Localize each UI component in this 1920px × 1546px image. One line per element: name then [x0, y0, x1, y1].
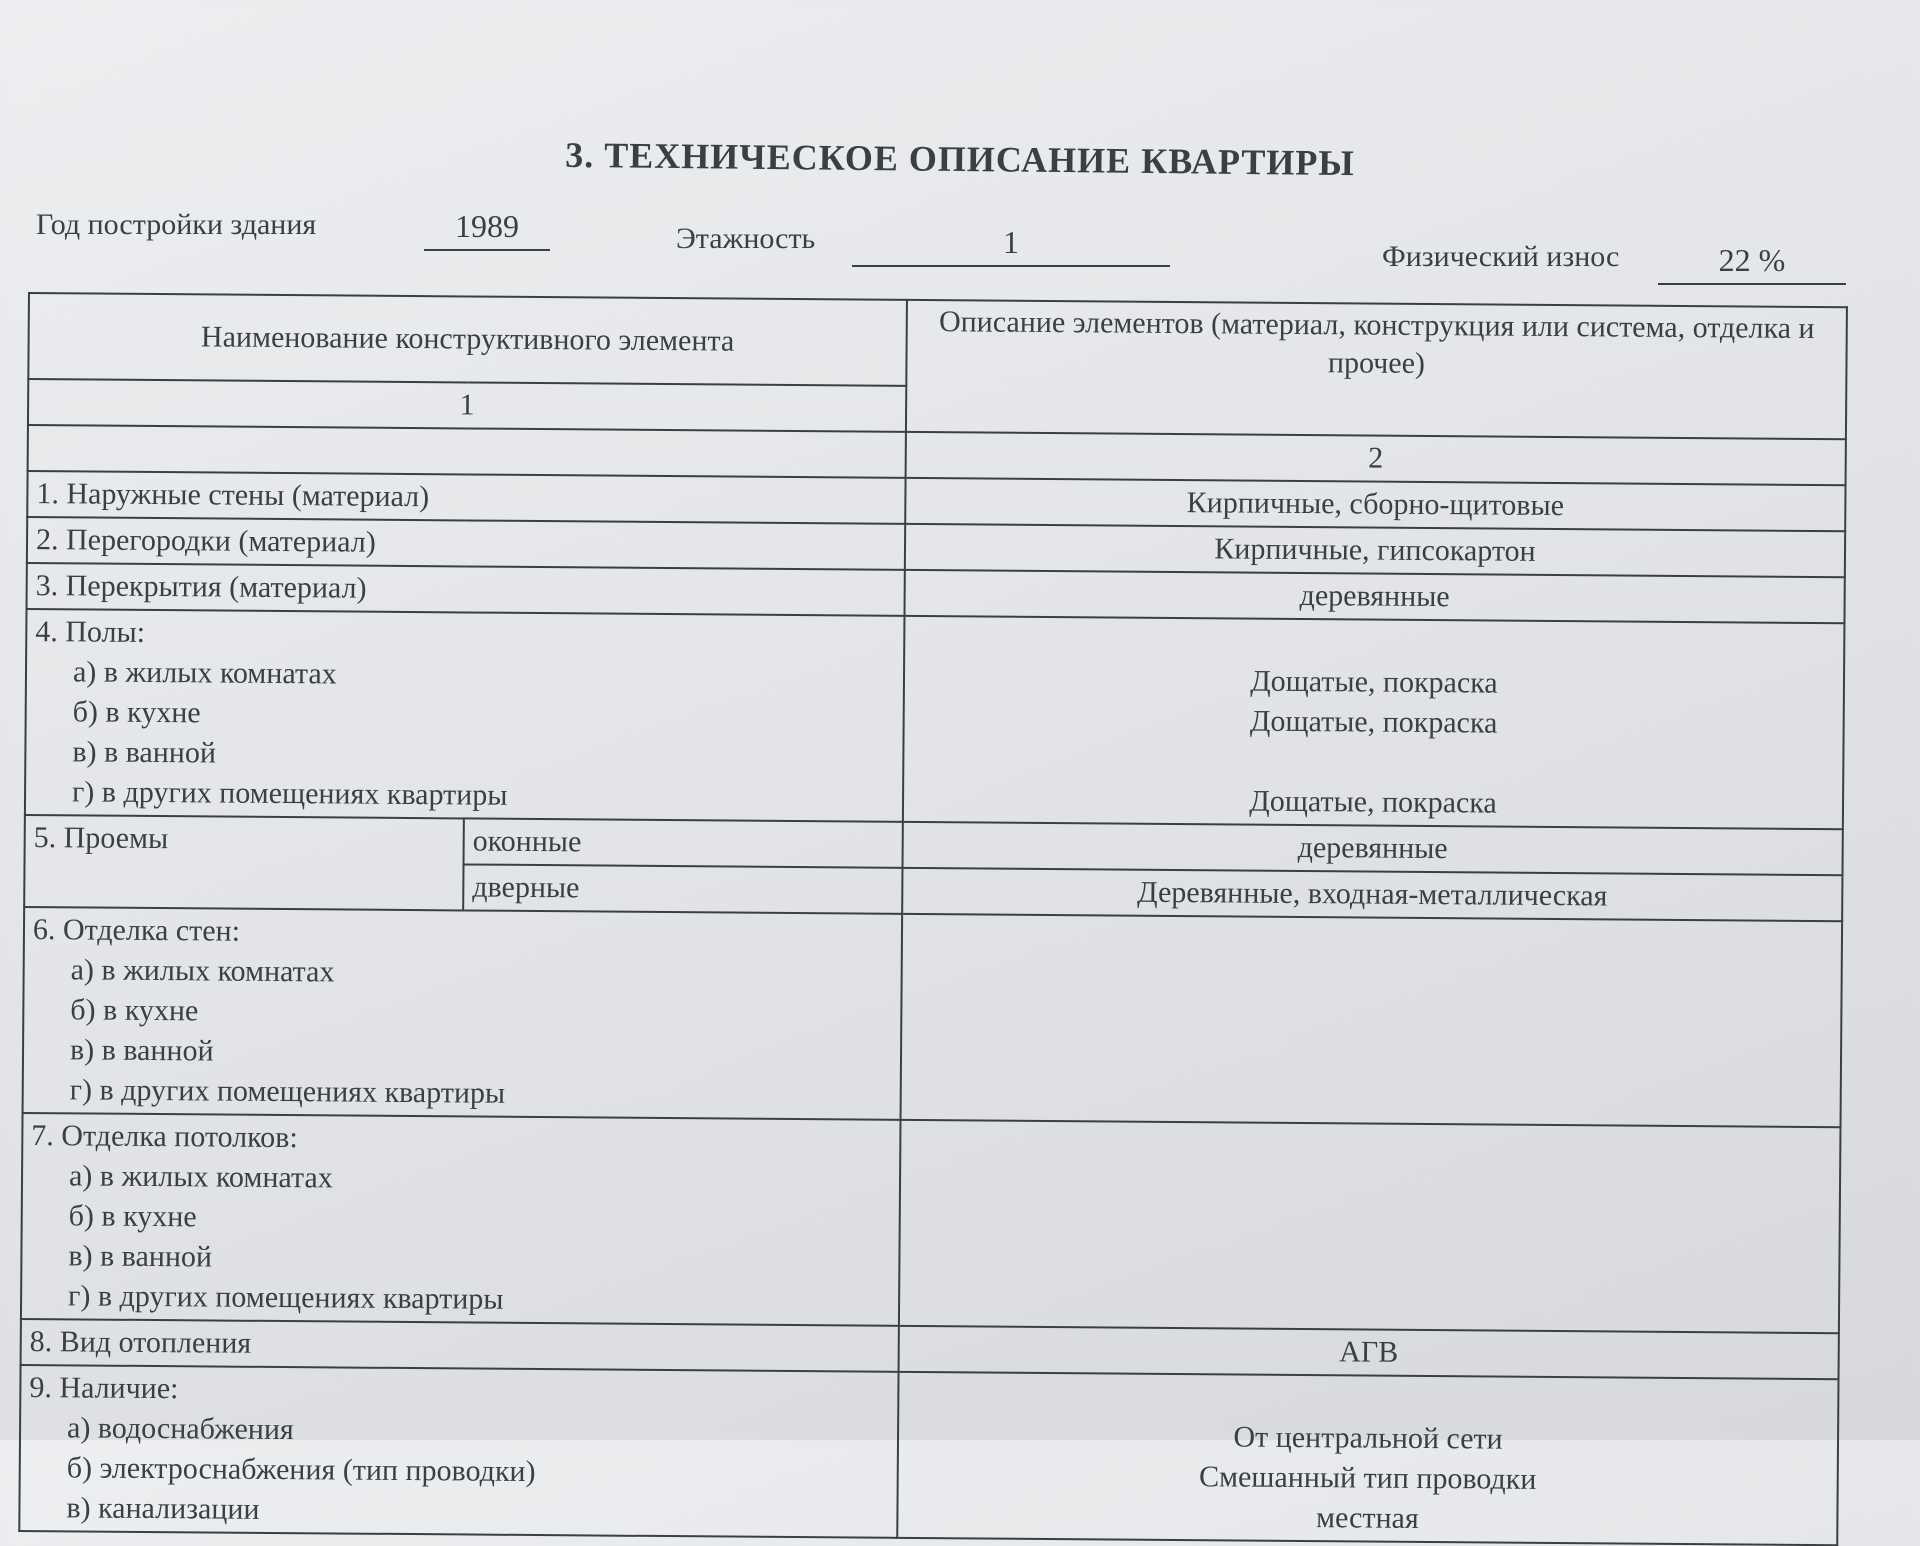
row-label: 2. Перегородки (материал): [27, 517, 905, 570]
sub-item: б) электроснабжения (тип проводки): [66, 1451, 536, 1489]
table-row: [19, 1365, 1838, 1545]
sub-item: а) водоснабжения: [66, 1411, 294, 1447]
empty-value: [899, 1120, 1841, 1333]
floors-value: 1: [852, 224, 1170, 267]
technical-description-table: [18, 292, 1848, 1546]
sub-item: в) в ванной: [69, 1033, 214, 1068]
sub-item: оконные: [464, 818, 903, 867]
sub-item: г) в других помещениях квартиры: [71, 775, 508, 812]
table-header-row: [28, 293, 1847, 393]
row-value: От центральной сети: [1233, 1420, 1503, 1456]
floors-label: Этажность: [676, 222, 816, 255]
sub-item: а) в жилых комнатах: [70, 953, 335, 989]
row-value: Дощатые, покраска: [1249, 784, 1497, 820]
row-value: Кирпичные, сборно-щитовые: [905, 478, 1845, 531]
year-value: 1989: [424, 208, 550, 251]
row-value: Смешанный тип проводки: [1198, 1460, 1537, 1496]
walls-cell: [23, 907, 903, 1120]
utilities-cell: [19, 1365, 898, 1538]
row-value: местная: [1315, 1501, 1419, 1535]
table-row: [21, 1113, 1841, 1333]
floors-cell: [25, 609, 905, 822]
sub-item: б) в кухне: [70, 993, 199, 1028]
col2-number: 2: [906, 432, 1846, 485]
row-label: 3. Перекрытия (материал): [27, 563, 905, 616]
sub-item: г) в других помещениях квартиры: [67, 1279, 504, 1316]
sub-item: а) в жилых комнатах: [72, 655, 337, 691]
col1-header: Наименование конструктивного элемента: [28, 293, 907, 386]
row-label: 5. Проемы: [24, 815, 464, 910]
row-value: Дощатые, покраска: [1250, 664, 1498, 700]
table-row: [25, 609, 1845, 829]
sub-item: б) в кухне: [68, 1199, 197, 1234]
ceilings-cell: [21, 1113, 901, 1326]
sub-item: дверные: [463, 864, 902, 913]
row-value: Деревянные, входная-металлическая: [902, 868, 1842, 921]
col2-header: Описание элементов (материал, конструкция или система, отделка и прочее): [906, 300, 1847, 439]
row-label: 8. Вид отопления: [21, 1319, 899, 1372]
row-label: 6. Отделка стен:: [32, 913, 241, 948]
section-title: 3. ТЕХНИЧЕСКОЕ ОПИСАНИЕ КВАРТИРЫ: [565, 134, 1355, 184]
col1-number: 1: [28, 379, 906, 432]
sub-item: а) в жилых комнатах: [68, 1159, 333, 1195]
wear-value: 22 %: [1658, 242, 1846, 285]
row-label: 9. Наличие:: [29, 1371, 179, 1406]
row-value: АГВ: [899, 1326, 1839, 1379]
row-label: 1. Наружные стены (материал): [27, 471, 905, 524]
row-value: деревянные: [903, 822, 1843, 875]
utilities-values: [897, 1372, 1838, 1545]
sub-item: в) в ванной: [72, 735, 217, 770]
table-row: [23, 907, 1843, 1127]
sub-item: г) в других помещениях квартиры: [69, 1073, 506, 1110]
sub-item: б) в кухне: [72, 695, 201, 730]
wear-label: Физический износ: [1382, 240, 1620, 273]
row-value: Кирпичные, гипсокартон: [905, 524, 1845, 577]
row-label: 4. Полы:: [35, 615, 146, 649]
empty-value: [901, 914, 1843, 1127]
row-label: 7. Отделка потолков:: [31, 1119, 298, 1155]
year-label: Год постройки здания: [36, 208, 317, 241]
row-value: Дощатые, покраска: [1249, 704, 1498, 740]
sub-item: в) канализации: [66, 1491, 260, 1526]
row-value: деревянные: [904, 570, 1844, 623]
sub-item: в) в ванной: [68, 1239, 213, 1274]
floors-values: [903, 616, 1845, 829]
